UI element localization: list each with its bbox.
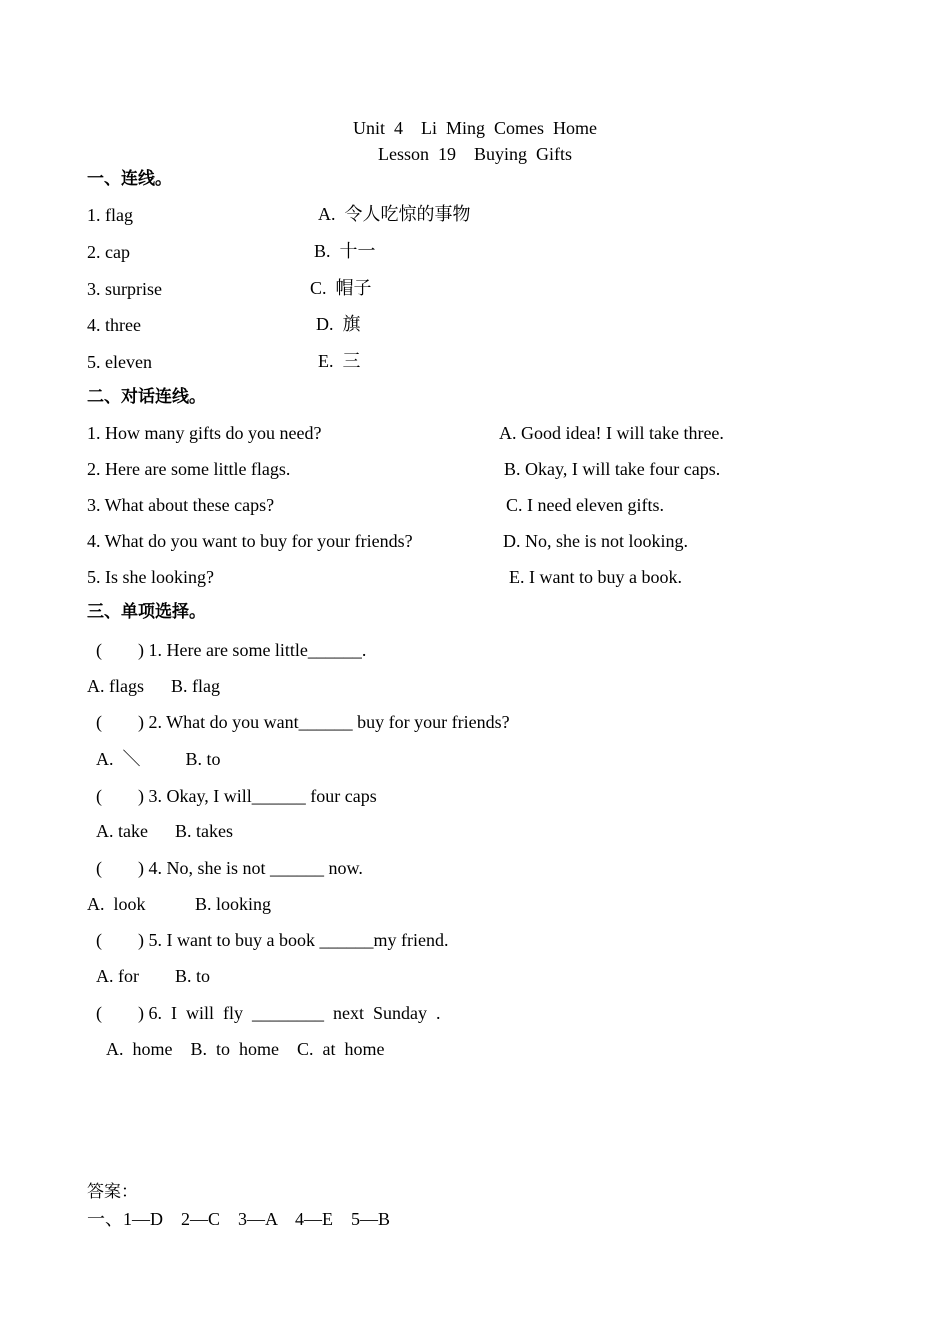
answers-line-1: 一、1—D 2—C 3—A 4—E 5—B [87,1209,391,1229]
dialog-question-4: 4. What do you want to buy for your friends? [87,531,413,551]
choice-question-1: ( ) 1. Here are some little______. [96,640,367,660]
choice-options-4: A. look B. looking [87,894,272,914]
choice-options-3: A. take B. takes [96,821,233,841]
choice-options-1: A. flags B. flag [87,676,220,696]
choice-question-5: ( ) 5. I want to buy a book ______my friend. [96,930,449,950]
choice-question-3: ( ) 3. Okay, I will______ four caps [96,786,377,806]
match-meaning-d: D. 旗 [316,314,361,334]
choice-options-5: A. for B. to [96,966,210,986]
dialog-answer-d: D. No, she is not looking. [503,531,689,551]
choice-options-2: A. ＼ B. to [96,749,221,769]
dialog-question-1: 1. How many gifts do you need? [87,423,322,443]
match-word-3: 3. surprise [87,279,162,299]
match-meaning-b: B. 十一 [314,241,376,261]
match-word-4: 4. three [87,315,141,335]
dialog-question-5: 5. Is she looking? [87,567,214,587]
dialog-question-2: 2. Here are some little flags. [87,459,291,479]
section3-heading: 三、单项选择。 [87,602,206,622]
match-word-5: 5. eleven [87,352,152,372]
dialog-answer-c: C. I need eleven gifts. [506,495,664,515]
lesson-title: Lesson 19 Buying Gifts [377,144,572,164]
answers-label: 答案： [87,1182,138,1202]
dialog-question-3: 3. What about these caps? [87,495,275,515]
dialog-answer-b: B. Okay, I will take four caps. [504,459,721,479]
match-word-1: 1. flag [87,205,133,225]
choice-question-2: ( ) 2. What do you want______ buy for your friends? [96,712,510,732]
match-meaning-c: C. 帽子 [310,278,372,298]
choice-question-4: ( ) 4. No, she is not ______ now. [96,858,363,878]
dialog-answer-a: A. Good idea! I will take three. [499,423,724,443]
unit-title: Unit 4 Li Ming Comes Home [353,118,597,138]
match-meaning-a: A. 令人吃惊的事物 [318,204,471,224]
choice-question-6: ( ) 6. I will fly ________ next Sunday . [96,1003,441,1023]
match-word-2: 2. cap [87,242,130,262]
dialog-answer-e: E. I want to buy a book. [509,567,682,587]
choice-options-6: A. home B. to home C. at home [106,1039,385,1059]
section2-heading: 二、对话连线。 [87,387,206,407]
section1-heading: 一、连线。 [87,169,172,189]
match-meaning-e: E. 三 [318,351,361,371]
